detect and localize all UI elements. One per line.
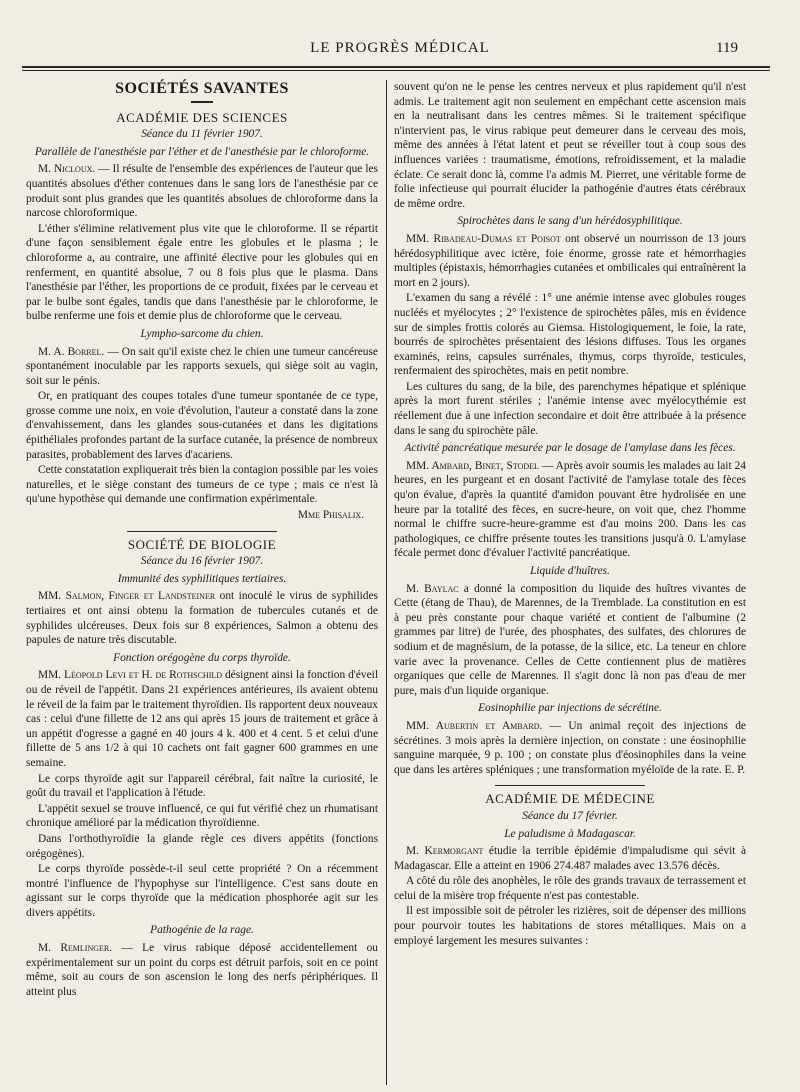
- article-title: Immunité des syphilitiques tertiaires.: [117, 572, 287, 585]
- running-header: [0, 40, 800, 60]
- session-date: Séance du 11 février 1907.: [141, 128, 263, 141]
- society-heading: SOCIÉTÉ DE BIOLOGIE: [127, 536, 277, 552]
- paragraph: MM. Salmon, Finger et Landsteiner ont inoculé le virus de syphilides tertiaires et ont ainsi obtenu la formation de tubercules cutanés et de syphilides ulcéreuses. Deux fois sur 8 expériences, Salmon a obtenu des papules de nature très discutable.: [26, 590, 378, 647]
- author: M. Baylac: [406, 582, 459, 595]
- article-title: Spirochètes dans le sang d'un hérédosyphilitique.: [457, 215, 683, 228]
- paragraph: A côté du rôle des anophèles, le rôle des grands travaux de terrassement et celui de la misère trop fréquente n'est pas contestable.: [394, 875, 746, 902]
- paragraph: Le corps thyroïde possède-t-il seul cette propriété ? On a récemment montré l'influence de l'hypophyse sur l'intelligence. C'est sans doute en agissant sur le corps thyroïde que la médication phosphorée agit sur les divers appétits.: [26, 863, 378, 919]
- author: MM. Léopold Levi et H. de Rothschild: [38, 669, 223, 682]
- paragraph: Les cultures du sang, de la bile, des parenchymes hépatique et splénique après la mort furent stériles ; l'anémie intense avec myélocythémie est réellement due à une infection secondaire et doit être attribuée à la présence dans le sang du spirochète pâle.: [394, 380, 746, 437]
- column-divider: [386, 80, 387, 1085]
- paragraph: L'appétit sexuel se trouve influencé, ce qui fut vérifié chez un rhumatisant chronique amélioré par la médication thyroïdienne.: [26, 802, 378, 830]
- paragraph: MM. Aubertin et Ambard. — Un animal reçoit des injections de sécrétines. 3 mois après la dernière injection, on constate : une éosinophilie sanguine marquée, 9 p. 100 ; on constate plus d'éosinophiles dans la veine que dans les artères spléniques ; une transformation myéloïde de la rate. E. P.: [394, 719, 746, 776]
- paragraph: MM. Léopold Levi et H. de Rothschild désignent ainsi la fonction d'éveil ou de réveil de l'appétit. Dans 21 expériences antérieures, ils avaient obtenu le réveil de la faim par le traitement thyroïdien. Ils rapportent deux nouveaux cas : celui d'une fillette de 12 ans qui après 15 jours de traitement et grâce à un appétit d'ogresse a gagné en 40 jours 4 k. 400 et 4 cent. 5 et celui d'une fillette de 5 ans 1/2 à qui 10 cachets ont fait gagner 600 grammes en une semaine.: [26, 669, 378, 769]
- paragraph: L'éther s'élimine relativement plus vite que le chloroforme. Il se répartit d'une façon sensiblement égale entre les globules et le plasma ; le chloroforme a, au contraire, une affinité élective pour les globules qui en renferment, en quantité absolue, 7 ou 8 fois plus que le plasma. Dans l'anesthésie par l'éther, les proportions de ce produit, fixées par le cerveau et par le bulbe sont égales, tandis que dans l'anesthésie par le chloroforme, le bulbe renferme une fois et demie plus de chloroforme que le cerveau.: [26, 222, 378, 323]
- author: M. Kermorgant: [406, 845, 484, 858]
- article-title: Le paludisme à Madagascar.: [504, 827, 636, 840]
- header-rule-thin: [22, 70, 770, 71]
- author: MM. Salmon, Finger et Landsteiner: [38, 590, 216, 603]
- paragraph: MM. Ribadeau-Dumas et Poisot ont observé un nourrisson de 13 jours hérédosyphilitique avec ictère, foie énorme, grosse rate et hémorrhagies multiples (épistaxis, hémorrhagies cutanées et ombilicales qui entraînèrent la mort en 2 jours).: [394, 232, 746, 289]
- paragraph: M. A. Borrel. — On sait qu'il existe chez le chien une tumeur cancéreuse spontanément inoculable par les rapports sexuels, qui siège soit au vagin, soit sur le pénis.: [26, 345, 378, 387]
- article-title: Activité pancréatique mesurée par le dosage de l'amylase dans les fèces.: [404, 442, 736, 455]
- author: MM. Ribadeau-Dumas et Poisot: [406, 232, 561, 245]
- article-title: Eosinophilie par injections de sécrétine.: [478, 702, 662, 715]
- paragraph: Il est impossible soit de pétroler les rizières, soit de dépenser des millions pour pourvoir toutes les habitations de stores métalliques. Mais on a employé largement les mesures suivantes :: [394, 905, 746, 947]
- paragraph: Or, en pratiquant des coupes totales d'une tumeur spontanée de ce type, grosse comme une noix, en voie d'évolution, l'auteur a constaté dans la zone d'envahissement, dans les glandes sous-cutanées et dans les digitations épithéliales profondes partant de la surface cutanée, la présence de nombreux parasites, probablement des larves d'acariens.: [26, 390, 378, 461]
- session-date: Séance du 17 février.: [522, 809, 618, 822]
- society-heading: ACADÉMIE DES SCIENCES: [116, 109, 288, 125]
- right-column: [394, 80, 746, 949]
- signature: E. P.: [724, 763, 746, 776]
- article-title: Parallèle de l'anesthésie par l'éther et de l'anesthésie par le chloroforme.: [34, 145, 370, 158]
- signature: Mme Phisalix.: [297, 509, 364, 522]
- article-title: Fonction orégogène du corps thyroïde.: [113, 651, 291, 664]
- section-title: SOCIÉTÉS SAVANTES: [115, 80, 289, 97]
- paragraph: souvent qu'on ne le pense les centres nerveux et plus rapidement qu'il n'est admis. Le traitement agit non seulement en empêchant cette ascension mais en la neutralisant dans les centres mêmes. Si le traitement spécifique n'intervient pas, le virus rabique peut demeurer dans le cerveau des mois, même des années à l'état latent et peut se réveiller tout à coup sous des influences variées : traumatisme, émotions, refroidissement, et la maladie éclate. Ce serait donc là, comme l'a admis M. Pierret, une véritable forme de folie infectieuse qui pourrait élucider la pathogénie d'autres états cérébraux de même ordre.: [394, 81, 746, 210]
- section-divider: [127, 531, 277, 532]
- article-title: Liquide d'huîtres.: [530, 565, 610, 577]
- paragraph: M. Baylac a donné la composition du liquide des huîtres vivantes de Cette (étang de Thau), de Marennes, de la Tremblade. La constitution en est à peu près constante pour chaque variété et contient de l'albumine (2 grammes par litre) de l'urée, des phosphates, des sulfates, des chlorures de sodium et de magnésium, de la potasse, de la silice, etc. La teneur en chlore varie avec la provenance. Celles de Cette contiennent plus de matières organiques que celle de Marennes. Il s'agit donc là non pas d'eau de mer pure, mais d'un liquide organique.: [394, 582, 746, 697]
- left-column: [26, 80, 378, 1000]
- page-number: 119: [716, 40, 738, 56]
- article-title: Pathogénie de la rage.: [150, 924, 254, 937]
- paragraph: Cette constatation expliquerait très bien la contagion possible par les voies naturelles, et le siège constant des tumeurs de ce type ; mais ce n'est là qu'une hypothèse qui demande une confirmation expérimentale.: [26, 464, 378, 506]
- paragraph: M. Nicloux. — Il résulte de l'ensemble des expériences de l'auteur que les quantités absolues d'éther contenues dans le sang lors de l'anesthésie par ce produit sont plus grandes que les quantités absolues de chloroforme dans la narcose chloroformique.: [26, 163, 378, 220]
- paragraph: L'examen du sang a révélé : 1° une anémie intense avec globules rouges nucléés et myélocytes ; 2° l'existence de spirochètes pâles, mis en évidence sur de simples frottis colorés au Giemsa. Histologiquement, le foie, la rate, bourrés de spirochètes présentaient des lésions diffuses. Tous les organes examinés, reins, capsules surrénales, thymus, corps thyroïde, testicules, renfermaient des spirochètes, mais en petit nombre.: [394, 292, 746, 378]
- author: MM. Aubertin et Ambard.: [406, 719, 543, 732]
- paragraph: Dans l'orthothyroïdie la glande règle ces divers appétits (fonctions orégogènes).: [26, 832, 378, 860]
- article-title: Lympho-sarcome du chien.: [140, 327, 264, 340]
- author: M. Nicloux.: [38, 163, 96, 176]
- paragraph: M. Kermorgant étudie la terrible épidémie d'impaludisme qui sévit à Madagascar. Elle a atteint en 1906 274.487 malades avec 13.576 décès.: [394, 845, 747, 872]
- session-date: Séance du 16 février 1907.: [140, 555, 264, 568]
- section-dash: [191, 101, 213, 103]
- author: M. Remlinger.: [38, 942, 113, 955]
- paragraph: M. Remlinger. — Le virus rabique déposé accidentellement ou expérimentalement sur un point du corps est détruit parfois, soit en ce point même, soit au cours de son ascension le long des nerfs périphériques. Il atteint plus: [26, 942, 378, 998]
- author: MM. Ambard, Binet, Stodel: [406, 459, 539, 472]
- section-divider: [495, 785, 645, 786]
- author: M. A. Borrel.: [38, 345, 105, 358]
- paragraph: Le corps thyroïde agit sur l'appareil cérébral, fait naître la curiosité, le goût du travail et l'application à l'étude.: [26, 772, 378, 800]
- header-rule-thick: [22, 66, 770, 68]
- paragraph: MM. Ambard, Binet, Stodel — Après avoir soumis les malades au lait 24 heures, en les purgeant et en dosant l'activité de l'amylase totale des fèces qu'on évalue, d'après la quantité d'amidon pouvant être hydrolisée en une heure par la totalité des fèces, en sucre-heure, on voit que, chez l'homme normal le chiffre sucre-heure-gramme est d'au moins 200. Dans les cas pathologiques, ce chiffre présente toutes les transitions jusqu'à 0. L'amylase fécale permet donc d'évaluer l'activité pancréatique.: [394, 459, 746, 560]
- journal-title: LE PROGRÈS MÉDICAL: [310, 40, 490, 56]
- society-heading: ACADÉMIE DE MÉDECINE: [485, 791, 655, 807]
